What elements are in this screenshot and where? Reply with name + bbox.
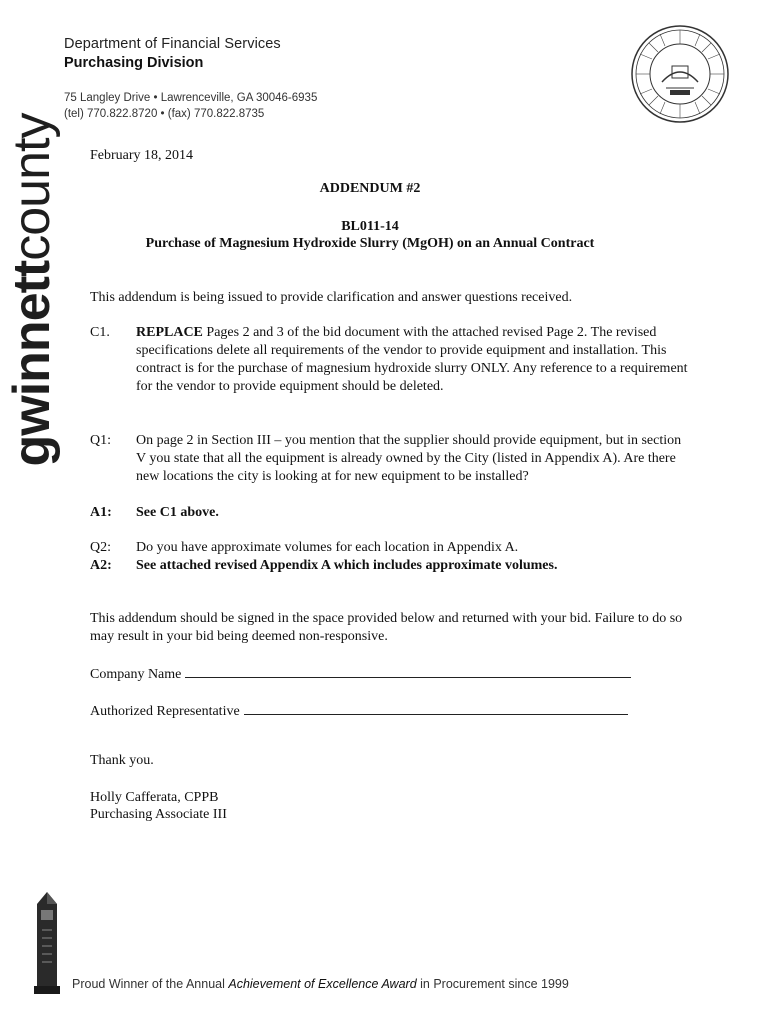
authorized-rep-line[interactable] xyxy=(244,700,628,715)
clarification-item xyxy=(90,324,690,396)
award-statement xyxy=(72,977,569,991)
bid-title: Purchase of Magnesium Hydroxide Slurry (MgOH) on an Annual Contract xyxy=(145,236,595,251)
division-name: Purchasing Division xyxy=(64,55,204,71)
item-text: See C1 above. xyxy=(136,505,219,520)
signer-title: Purchasing Associate III xyxy=(90,807,227,822)
county-seal-icon xyxy=(630,24,730,124)
document-date: February 18, 2014 xyxy=(90,148,194,163)
wordmark-light: county xyxy=(3,113,61,261)
item-text: On page 2 in Section III – you mention that the supplier should provide equipment, but in section V you state that all the equipment is already owned by the City (listed in Appendix A). Are there new locations the city is looking at for new equipment to be installed? xyxy=(136,433,682,484)
item-text xyxy=(136,324,690,396)
answer-item xyxy=(90,504,690,522)
item-label: A1: xyxy=(90,505,112,520)
authorized-rep-label: Authorized Representative xyxy=(90,704,240,719)
award-trophy-icon xyxy=(32,890,62,995)
thanks-text: Thank you. xyxy=(90,753,154,768)
answer-item xyxy=(90,557,690,575)
item-label: Q2: xyxy=(90,540,111,555)
intro-paragraph: This addendum is being issued to provide clarification and answer questions received. xyxy=(90,290,573,305)
item-label: C1. xyxy=(90,325,110,340)
item-text: See attached revised Appendix A which includes approximate volumes. xyxy=(136,558,558,573)
authorized-rep-field[interactable] xyxy=(90,700,628,721)
signer-name: Holly Cafferata, CPPB xyxy=(90,790,219,805)
item-label: Q1: xyxy=(90,433,111,448)
award-prefix: Proud Winner of the Annual xyxy=(72,977,229,991)
award-name: Achievement of Excellence Award xyxy=(228,977,417,991)
address-line: 75 Langley Drive • Lawrenceville, GA 30046-6935 xyxy=(64,92,318,104)
department-name: Department of Financial Services xyxy=(64,36,281,52)
item-body: Pages 2 and 3 of the bid document with the attached revised Page 2. The revised specifications delete all requirements of the vendor to provide equipment and installation. This contract is for the purchase of magnesium hydroxide slurry ONLY. Any reference to a requirement for the vendor to provide equipment should be deleted. xyxy=(136,325,688,394)
phone-fax-line: (tel) 770.822.8720 • (fax) 770.822.8735 xyxy=(64,108,265,120)
company-name-field[interactable] xyxy=(90,663,631,684)
wordmark-bold: gwinnett xyxy=(3,260,61,467)
addendum-title: ADDENDUM #2 xyxy=(319,181,421,196)
address-block xyxy=(64,90,317,122)
company-name-label: Company Name xyxy=(90,667,182,682)
question-item xyxy=(90,539,690,557)
question-item xyxy=(90,432,690,486)
county-wordmark xyxy=(4,90,60,490)
award-suffix: in Procurement since 1999 xyxy=(416,977,569,991)
company-name-line[interactable] xyxy=(185,663,631,678)
bid-number: BL011-14 xyxy=(341,219,399,234)
closing-paragraph: This addendum should be signed in the space provided below and returned with your bid. Failure to do so may result in your bid being deemed non-responsive. xyxy=(90,611,683,644)
item-label: A2: xyxy=(90,558,112,573)
item-text: Do you have approximate volumes for each location in Appendix A. xyxy=(136,540,519,555)
item-lead: REPLACE xyxy=(136,325,203,340)
